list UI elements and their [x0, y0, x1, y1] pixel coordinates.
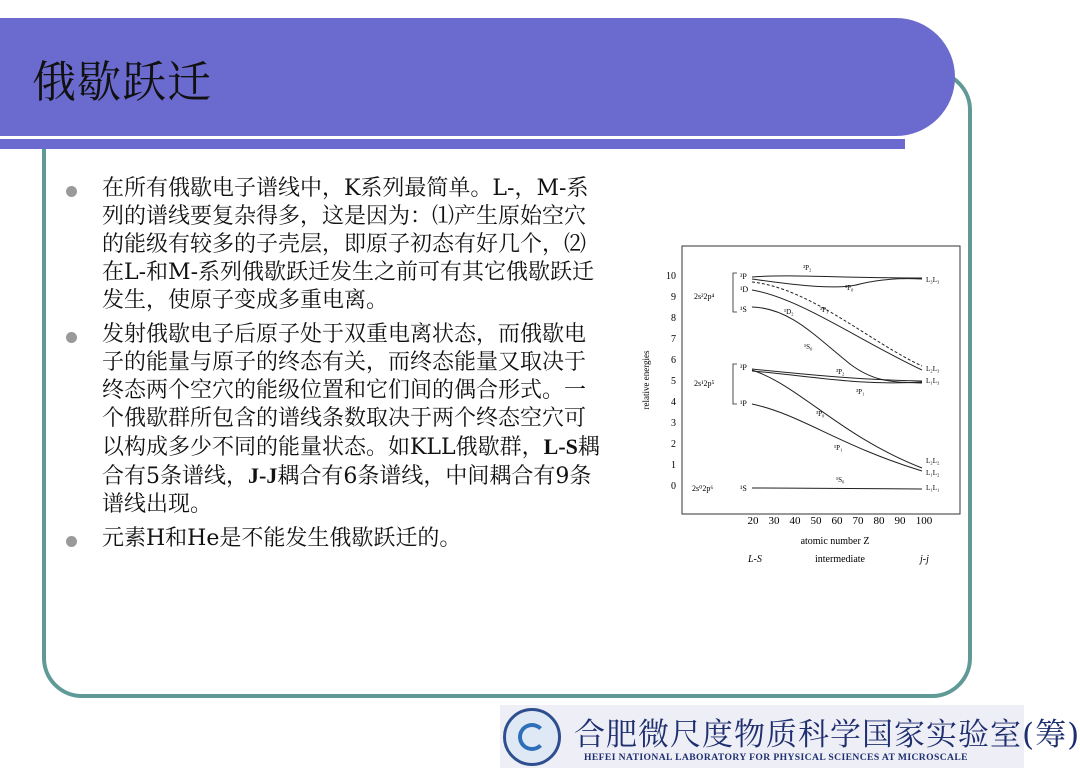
curve-label-1S0-upper: ¹S₀ [804, 343, 813, 351]
y-tick-1: 1 [671, 460, 676, 471]
x-tick-80: 80 [873, 515, 885, 527]
term-1D: ¹D [740, 285, 749, 294]
term-1S-upper: ¹S [740, 305, 747, 314]
footer-banner [500, 705, 1080, 768]
right-label-4: L₂L₂ [926, 457, 940, 465]
footer-org-cn: 合肥微尺度物质科学国家实验室(筹) [574, 717, 1080, 753]
curve-label-3P0-lower: ³P₀ [816, 410, 825, 418]
title-shadow [0, 139, 905, 149]
regime-jj: j-j [920, 554, 929, 565]
bullet-text-1: 在所有俄歇电子谱线中，K系列最简单。L-，M-系列的谱线要复杂得多，这是因为：⑴产生原始空穴的能级有较多的子壳层，即原子初态有好几个，⑵在L-和M-系列俄歇跃迁发生之前可有其它俄歇跃迁发生，使原子变成多重电离。 [102, 176, 595, 313]
curve-label-1P1: ¹P₁ [834, 444, 843, 452]
x-tick-60: 60 [831, 515, 843, 527]
bullet-text-2b: 耦合有5条谱线， [102, 435, 600, 489]
y-tick-0: 0 [671, 481, 676, 492]
lab-logo-icon [503, 708, 561, 766]
x-tick-40: 40 [789, 515, 801, 527]
x-tick-20: 20 [747, 515, 759, 527]
x-tick-90: 90 [894, 515, 906, 527]
regime-ls: L-S [748, 554, 762, 565]
bullet-icon [66, 536, 77, 547]
term-3P-upper: ³P [740, 272, 747, 281]
curve-label-3P0-upper: ³P₀ [845, 284, 854, 292]
y-tick-3: 3 [671, 418, 676, 429]
bullet-text-2-jj: J-J [248, 463, 278, 488]
term-1P: ¹P [740, 399, 747, 408]
y-tick-10: 10 [666, 271, 676, 282]
curve-label-3P1-upper: ³P₁ [820, 306, 829, 314]
config-label-2: 2s¹2p⁵ [694, 379, 715, 388]
x-tick-50: 50 [810, 515, 822, 527]
y-tick-2: 2 [671, 439, 676, 450]
y-tick-4: 4 [671, 397, 676, 408]
y-tick-8: 8 [671, 313, 676, 324]
right-label-1: L₃L₃ [926, 276, 940, 284]
y-tick-9: 9 [671, 292, 676, 303]
slide-title: 俄歇跃迁 [32, 57, 212, 108]
x-tick-100: 100 [915, 515, 933, 527]
config-label-3: 2s⁰2p⁶ [692, 484, 714, 493]
bullet-icon [66, 186, 77, 197]
curve-label-3P2-lower: ³P₂ [836, 368, 845, 376]
term-1S-lower: ¹S [740, 484, 747, 493]
bullet-list [62, 175, 607, 559]
right-label-5: L₁L₂ [926, 469, 940, 477]
x-axis-label: atomic number Z [800, 536, 870, 547]
y-tick-7: 7 [671, 334, 676, 345]
config-label-1: 2s²2p⁴ [694, 292, 715, 301]
right-label-3: L₁L₃ [926, 377, 940, 385]
right-label-2: L₂L₃ [926, 365, 940, 373]
logo-swirl-icon [518, 723, 546, 751]
y-tick-6: 6 [671, 355, 676, 366]
bullet-text-2a: 发射俄歇电子后原子处于双重电离状态，而俄歇电子的能量与原子的终态有关，而终态能量又取决于终态两个空穴的能级位置和它们间的偶合形式。一个俄歇群所包含的谱线条数取决于两个终态空穴可以构成多少不同的能量状态。如KLL俄歇群， [102, 322, 587, 460]
bullet-item-3 [62, 525, 607, 553]
x-tick-70: 70 [852, 515, 864, 527]
right-label-6: L₁L₁ [926, 484, 940, 492]
footer-org-en: HEFEI NATIONAL LABORATORY FOR PHYSICAL SCIENCES AT MICROSCALE [584, 752, 968, 763]
y-tick-5: 5 [671, 376, 676, 387]
bullet-text-2-ls: L-S [543, 434, 578, 459]
title-underline [0, 136, 905, 139]
curve-label-1S0-lower: ¹S₀ [836, 476, 845, 484]
bullet-text-2c: 耦合有6条谱线，中间耦合有9条谱线出现。 [102, 464, 592, 517]
curve-label-3P1-lower: ³P₁ [856, 388, 865, 396]
bullet-icon [66, 332, 77, 343]
curve-label-3P2-upper: ³P₂ [803, 264, 812, 272]
bullet-text-3: 元素H和He是不能发生俄歇跃迁的。 [102, 526, 462, 551]
x-tick-30: 30 [768, 515, 780, 527]
curve-label-1D2: ¹D₂ [784, 308, 794, 316]
bullet-item-1 [62, 175, 607, 315]
term-3P-lower: ³P [740, 363, 747, 372]
y-axis-label: relative energies [641, 350, 651, 410]
bullet-item-2 [62, 321, 607, 519]
auger-energy-diagram [640, 246, 970, 576]
regime-intermediate: intermediate [815, 554, 865, 565]
